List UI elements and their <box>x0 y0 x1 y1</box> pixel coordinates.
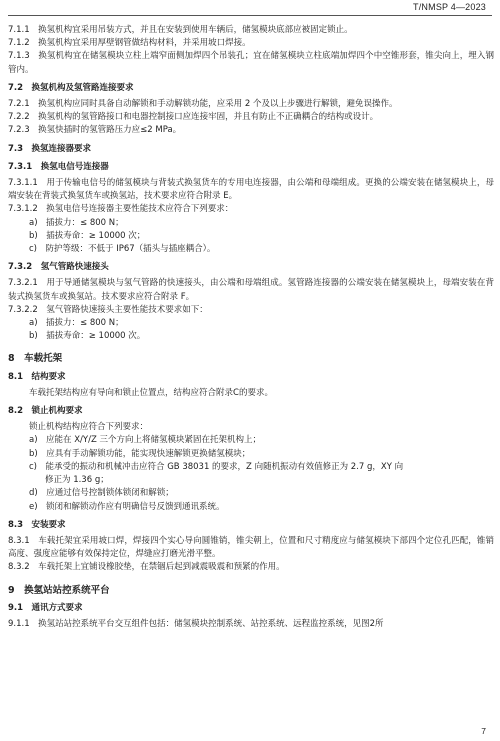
list-item: a) 应能在 X/Y/Z 三个方向上将储氢模块紧固在托架机构上； <box>29 435 261 446</box>
list-item: b) 应具有手动解锁功能，能实现快速解锁更换储氢模块； <box>29 448 251 459</box>
list-item: b) 插拔寿命：≥ 10000 次； <box>29 230 146 241</box>
paragraph: 8.3.2 车载托架上宜铺设橡胶垫，在禁锢后起到减震吸震和预紧的作用。 <box>8 562 285 573</box>
subsection-heading: 7.3.2 氢气管路快速接头 <box>8 262 109 273</box>
list-item: d) 应通过信号控制锁体锁闭和解锁； <box>29 488 174 499</box>
list-item-continuation: 修正为 1.36 g； <box>45 475 109 486</box>
list-item: e) 锁闭和解锁动作应有明确信号反馈到通讯系统。 <box>29 501 225 512</box>
subsection-heading: 7.3.1 换氢电信号连接器 <box>8 161 109 172</box>
subsection-heading: 8.2 锁止机构要求 <box>8 406 83 417</box>
document-id: T/NMSP 4—2023 <box>413 2 486 12</box>
section-heading: 9 换氢站站控系统平台 <box>8 584 110 596</box>
paragraph: 7.1.2 换氢机构宜采用厚壁钢管做结构材料，并采用坡口焊接。 <box>8 38 251 49</box>
paragraph: 车载托架结构应有导向和锁止位置点，结构应符合附录C的要求。 <box>29 387 273 398</box>
paragraph: 7.2.1 换氢机构应同时具备自动解锁和手动解锁功能，应采用 2 个及以上步骤进行解锁，避免误操作。 <box>8 99 398 110</box>
page-number: 7 <box>481 726 486 736</box>
list-item: a) 插拔力：≤ 800 N； <box>29 318 124 329</box>
paragraph: 9.1.1 换氢站站控系统平台交互组件包括：储氢模块控制系统、站控系统、远程监控系统，见图2所 <box>8 618 384 629</box>
paragraph: 8.3.1 车载托架宜采用坡口焊，焊接四个实心导向圆锥销，锥尖朝上，位置和尺寸精度应与储氢模块下部四个定位孔匹配，锥销高度、强度应能够有效保持定位，焊缝应打磨光滑平整。 <box>8 535 494 560</box>
subsection-heading: 8.3 安装要求 <box>8 519 66 530</box>
subsection-heading: 7.2 换氢机构及氢管路连接要求 <box>8 82 134 93</box>
document-body <box>8 24 494 631</box>
paragraph: 7.3.2.1 用于导通储氢模块与氢气管路的快速接头，由公端和母端组成。氢管路连接器的公端安装在储氢模块上，母端安装在背装式换氢货车或换氢站。技术要求应符合附录 F。 <box>8 278 494 302</box>
section-heading: 8 车载托架 <box>8 353 63 365</box>
subsection-heading: 8.1 结构要求 <box>8 371 66 382</box>
paragraph: 7.1.3 换氢机构宜在储氢模块立柱上端窄面侧加焊四个吊装孔；宜在储氢模块立柱底端加焊四个中空锥形套，锥尖向上，埋入钢管内。 <box>8 51 494 75</box>
paragraph: 7.2.2 换氢机构的氢管路接口和电器控制接口应连接牢固，并且有防止不正确耦合的结构或设计。 <box>8 112 379 123</box>
list-item: c) 防护等级：不低于 IP67（插头与插座耦合）。 <box>29 244 216 255</box>
list-item: b) 插拔寿命：≥ 10000 次。 <box>29 331 146 342</box>
header-rule <box>8 15 492 16</box>
paragraph: 锁止机构结构应符合下列要求： <box>29 422 149 433</box>
paragraph: 7.3.1.1 用于传输电信号的储氢模块与背装式换氢货车的专用电连接器，由公端和母端组成。更换的公端安装在储氢模块上，母端安装在背装式换氢货车或换氢站，技术要求应符合附录 E。 <box>8 178 494 202</box>
list-item: a) 插拔力：≤ 800 N； <box>29 217 124 228</box>
subsection-heading: 7.3 换氢连接器要求 <box>8 143 92 154</box>
paragraph: 7.2.3 换氢快插时的氢管路压力应≤2 MPa。 <box>8 125 182 136</box>
list-item: c) 能承受的振动和机械冲击应符合 GB 38031 的要求，Z 向随机振动有效值修正为 2.7 g，XY 向 <box>29 461 404 472</box>
subsection-heading: 9.1 通讯方式要求 <box>8 602 83 613</box>
paragraph: 7.3.1.2 换氢电信号连接器主要性能技术应符合下列要求： <box>8 204 234 215</box>
paragraph: 7.1.1 换氢机构宜采用吊装方式，并且在安装到使用车辆后，储氢模块底部应被固定锁止。 <box>8 25 353 35</box>
paragraph: 7.3.2.2 氢气管路快速接头主要性能技术要求如下： <box>8 304 208 315</box>
